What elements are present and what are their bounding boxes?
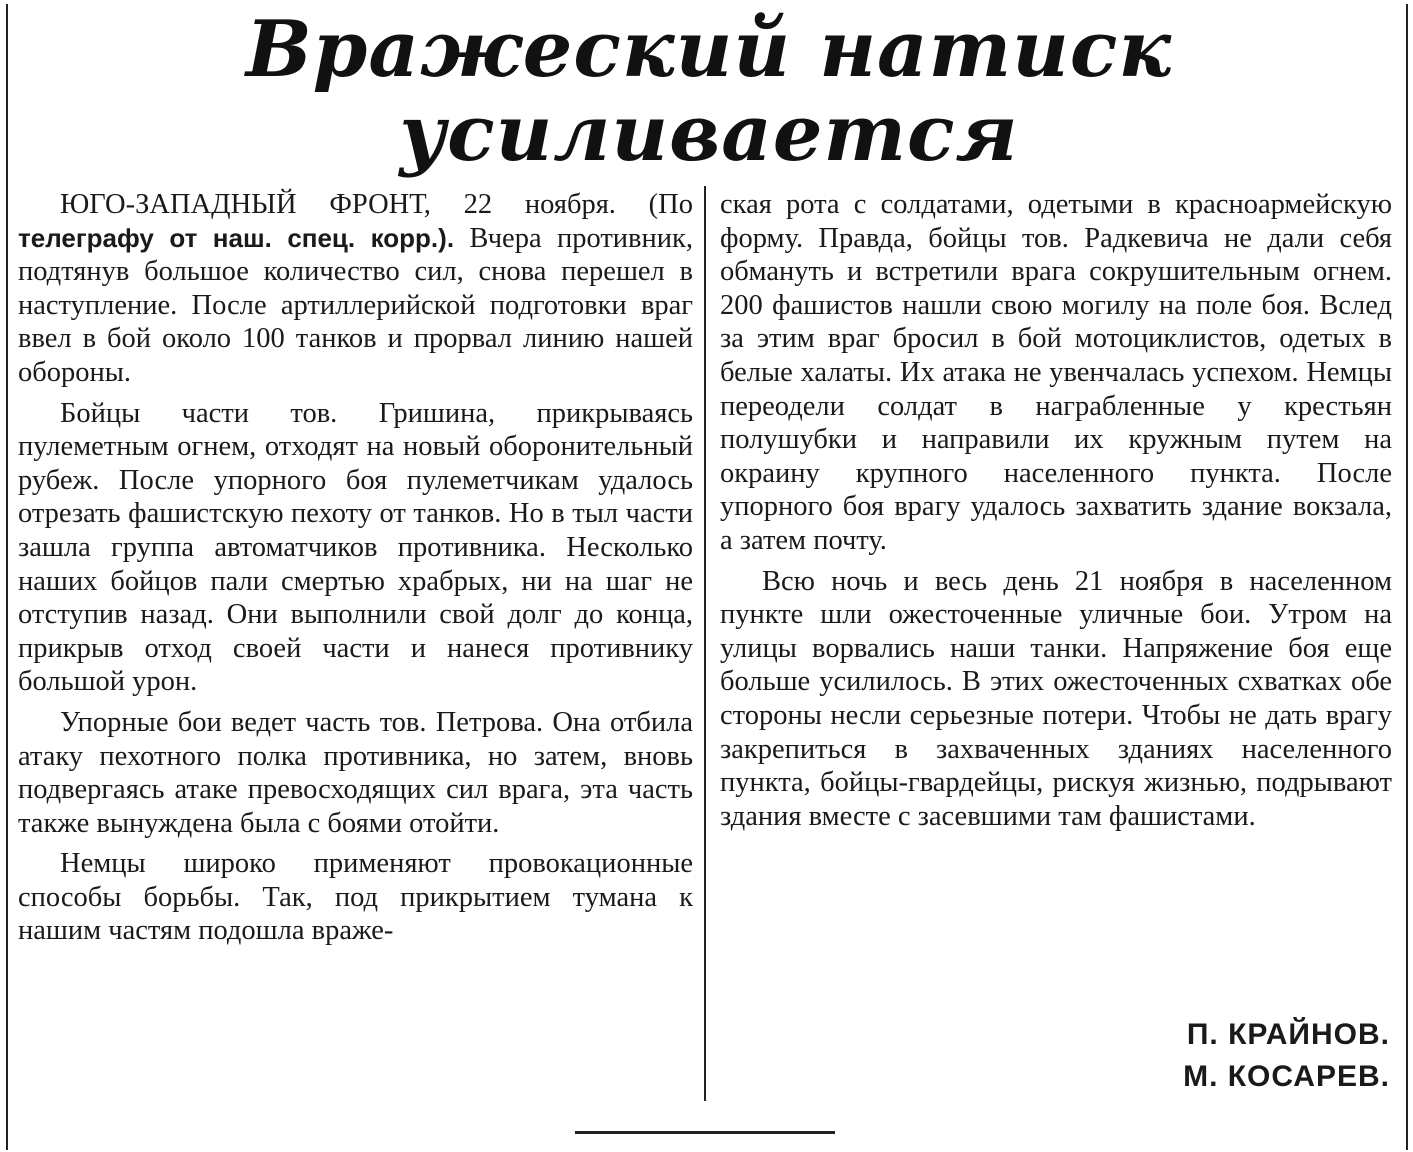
source-credit: телеграфу от наш. спец. корр.). — [18, 222, 455, 253]
headline-line-1: Вражеский натиск — [245, 4, 1173, 95]
article-column-right — [720, 188, 1392, 833]
column-divider — [704, 186, 706, 1101]
article-end-rule — [575, 1131, 835, 1134]
headline-line-2: усиливается — [399, 88, 1019, 179]
article-paragraph-3: Упорные бои ведет часть тов. Петрова. Она отбила атаку пехотного полка противника, но затем, вновь подвергаясь атаке превосходящих сил врага, эта часть также вынуждена была с боями отойти. — [18, 706, 693, 839]
article-headline — [14, 4, 1404, 179]
article-paragraph-5: ская рота с солдатами, одетыми в красноармейскую форму. Правда, бойцы тов. Радкевича не дали себя обмануть и встретили врага сокрушительным огнем. 200 фашистов нашли свою могилу на поле боя. Вслед за этим враг бросил в бой мотоциклистов, одетых в белые халаты. Их атака не увенчалась успехом. Немцы переодели солдат в награбленные у крестьян полушубки и направили их кружным путем на окраину крупного населенного пункта. После упорного боя врагу удалось захватить здание вокзала, а затем почту. — [720, 189, 1392, 556]
left-border-rule — [6, 4, 8, 1150]
author-name-1: П. КРАЙНОВ. — [1186, 1018, 1390, 1051]
paragraph-1-text: Вчера противник, подтянув большое количество сил, снова перешел в наступление. После артиллерийской подготовки враг ввел в бой около 100 танков и прорвал линию нашей обороны. — [18, 222, 693, 388]
article-column-left — [18, 188, 693, 948]
byline — [1120, 1014, 1390, 1098]
article-paragraph-6: Всю ночь и весь день 21 ноября в населенном пункте шли ожесточенные уличные бои. Утром на улицы ворвались наши танки. Напряжение боя еще больше усилилось. В этих ожесточенных схватках обе стороны несли серьезные потери. Чтобы не дать врагу закрепиться в захваченных зданиях населенного пункта, бойцы-гвардейцы, рискуя жизнью, подрывают здания вместе с засевшими там фашистами. — [720, 565, 1392, 832]
author-name-2: М. КОСАРЕВ. — [1183, 1060, 1390, 1093]
right-border-rule — [1406, 4, 1408, 1150]
article-paragraph-4: Немцы широко применяют провокационные способы борьбы. Так, под прикрытием тумана к нашим частям подошла враже- — [18, 848, 693, 947]
article-paragraph-2: Бойцы части тов. Гришина, прикрываясь пулеметным огнем, отходят на новый оборонительный рубеж. После упорного боя пулеметчикам удалось отрезать фашистскую пехоту от танков. Но в тыл части зашла группа автоматчиков противника. Несколько наших бойцов пали смертью храбрых, ни на шаг не отступив назад. Они выполнили свой долг до конца, прикрыв отход своей части и нанеся противнику большой урон. — [18, 397, 693, 698]
article-paragraph-1 — [18, 188, 693, 390]
dateline: ЮГО-ЗАПАДНЫЙ ФРОНТ, 22 ноября. (По — [60, 189, 693, 220]
